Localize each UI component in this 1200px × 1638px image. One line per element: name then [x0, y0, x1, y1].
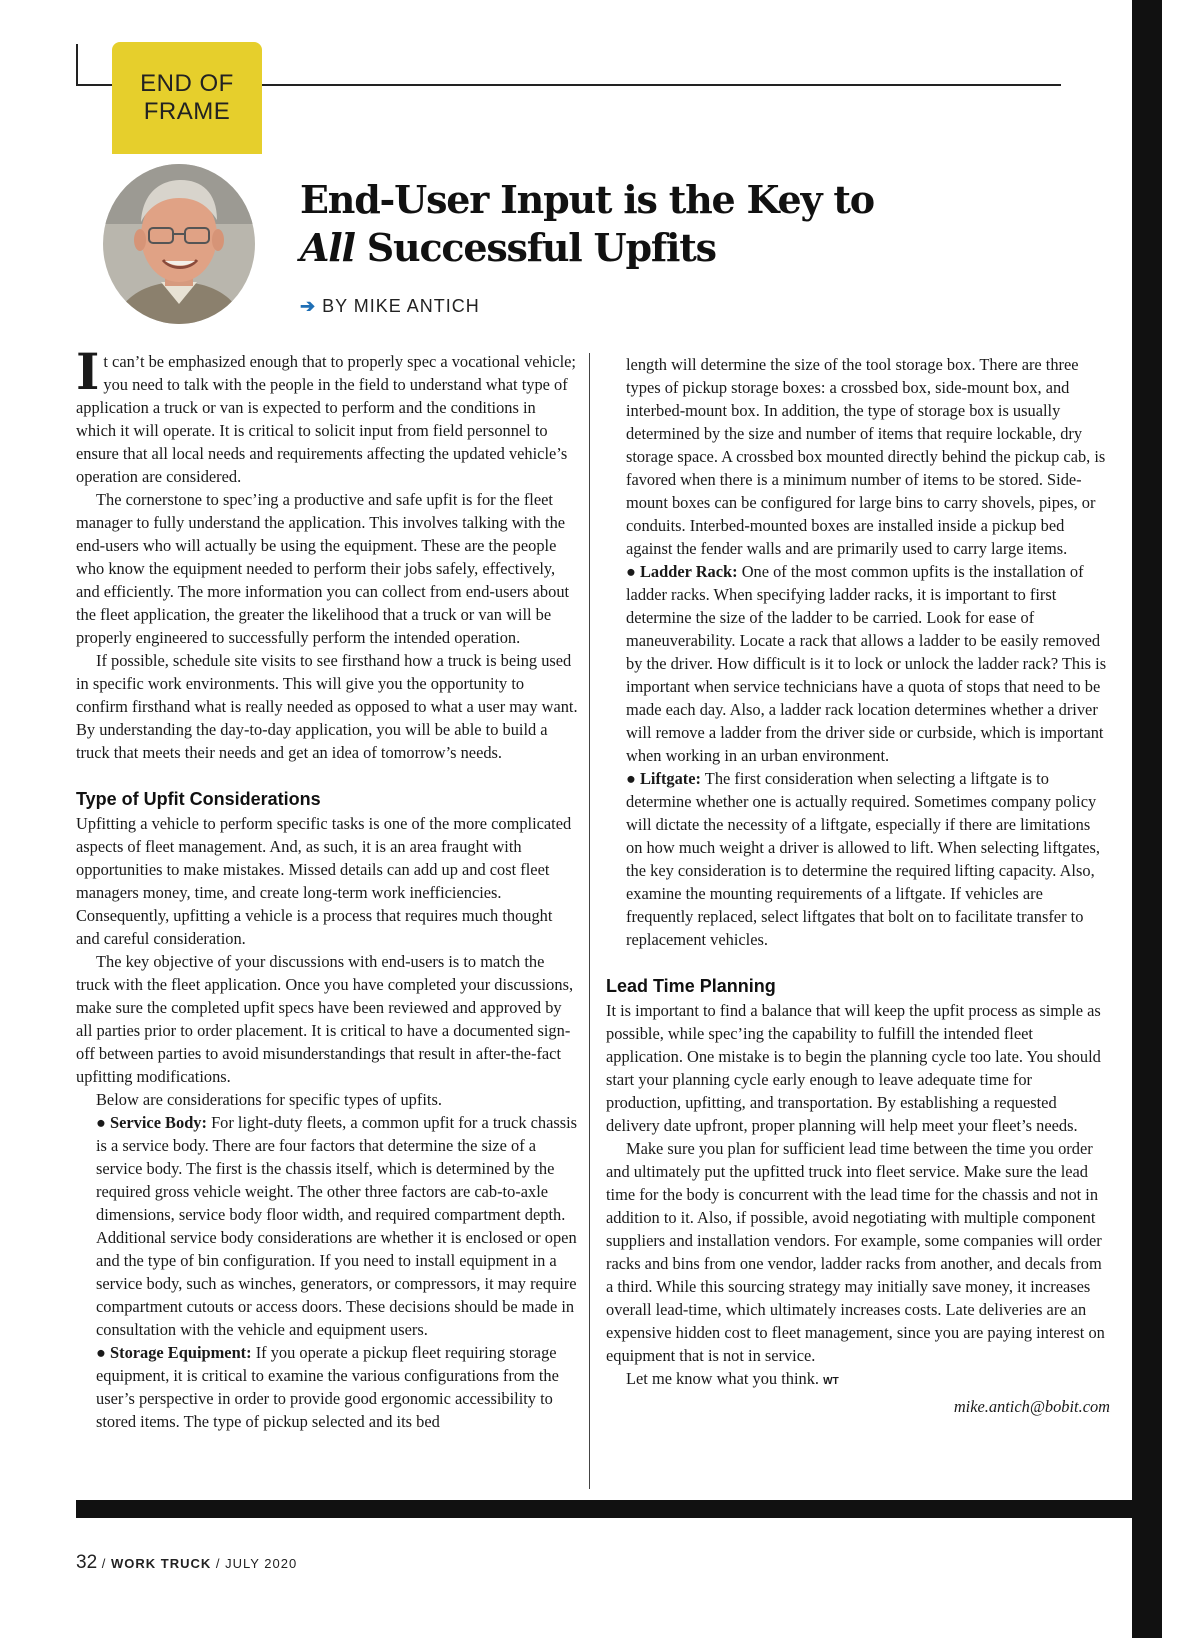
- bullet-label: Service Body:: [110, 1113, 207, 1132]
- footer-sep: /: [211, 1556, 226, 1571]
- drop-cap: I: [76, 342, 100, 401]
- bullet-label: Ladder Rack:: [640, 562, 738, 581]
- paragraph: Make sure you plan for sufficient lead time between the time you order and ultimately put the upfitted truck into fleet service. Make sure the lead time for the body is concurrent with the lead time for the chassis and not in addition to it. Also, if possible, avoid negotiating with multiple component suppliers and installation vendors. For example, some companies will order racks and bins from one vendor, ladder racks from another, and decals from a third. While this sourcing strategy may initially save money, it increases overall lead-time, which ultimately increases costs. Late deliveries are an expensive hidden cost to fleet management, since you are paying interest on equipment that is not in service.: [606, 1139, 1105, 1365]
- byline: [300, 296, 480, 317]
- bullet-text: One of the most common upfits is the installation of ladder racks. When specifying ladder racks, it is important to first determine the size of the ladder to be carried. Look for ease of maneuverability. Locate a rack that allows a ladder to be easily removed by the driver. How difficult is it to lock or unlock the ladder rack? This is important when service technicians have a quota of stops that need to be made each day. Also, a ladder rack location determines whether a driver will remove a ladder from the driver side or curbside, which is important when working in an urban environment.: [626, 562, 1107, 765]
- section-tag-line1: END OF: [140, 70, 234, 97]
- paragraph: Below are considerations for specific types of upfits.: [96, 1090, 442, 1109]
- footer-sep: /: [97, 1556, 111, 1571]
- page-number: 32: [76, 1552, 98, 1573]
- subheading-upfit: Type of Upfit Considerations: [76, 789, 321, 809]
- article-column-right: [606, 353, 1110, 1418]
- paragraph: Upfitting a vehicle to perform specific tasks is one of the more complicated aspects of fleet management. And, as such, it is an area fraught with opportunities to make mistakes. Missed details can add up and cost fleet managers money, time, and create long-term work inefficiencies. Consequently, upfitting a vehicle is a process that requires much thought and careful consideration.: [76, 814, 572, 948]
- bullet-storage-equipment: [96, 1341, 578, 1433]
- bullet-text: For light-duty fleets, a common upfit for a truck chassis is a service body. There are four factors that determine the size of a service body. The first is the chassis itself, which is determined by the required gross vehicle weight. The other three factors are cab-to-axle dimensions, service body floor width, and required compartment depth. Additional service body considerations are whether it is enclosed or open and the type of bin configuration. If you need to install equipment in a service body, such as winches, generators, or compressors, it may require compartment cutouts or access doors. These decisions should be made in consultation with the vehicle and equipment users.: [96, 1113, 578, 1339]
- bullet-text: If you operate a pickup fleet requiring storage equipment, it is critical to examine the various configurations from the user’s perspective in order to provide good ergonomic accessibility to stored items. The type of pickup selected and its bed: [96, 1343, 559, 1431]
- magazine-name: WORK TRUCK: [110, 1556, 212, 1571]
- headline-line1: End-User Input is the Key to: [300, 177, 874, 222]
- paragraph-intro-text: t can’t be emphasized enough that to properly spec a vocational vehicle; you need to talk with the people in the field to understand what type of application a truck or van is expected to perform and the conditions in which it will operate. It is critical to solicit input from field personnel to ensure that all local needs and requirements affecting the updated vehicle’s operation are considered.: [76, 352, 576, 486]
- section-tag-line2: FRAME: [143, 98, 231, 125]
- author-email[interactable]: mike.antich@bobit.com: [953, 1397, 1110, 1416]
- bullet-liftgate: [626, 767, 1110, 951]
- arrow-right-icon: ➔: [300, 296, 317, 316]
- end-mark: WT: [823, 1376, 839, 1387]
- headline-italic-word: All: [300, 225, 355, 270]
- headline-line2: Successful Upfits: [354, 225, 716, 270]
- article-column-left: [76, 342, 578, 1433]
- issue-date: JULY 2020: [225, 1556, 298, 1571]
- bullet-label: Liftgate:: [640, 769, 701, 788]
- column-divider: [589, 353, 590, 1489]
- page-footer: [76, 1552, 297, 1574]
- paragraph: The key objective of your discussions with end-users is to match the truck with the fleet application. Once you have completed your discussions, make sure the completed upfit specs have been reviewed and approved by all parties prior to order placement. It is critical to have a documented sign-off between parties to avoid misunderstandings that result in after-the-fact upfitting modifications.: [76, 952, 574, 1086]
- paragraph: The cornerstone to spec’ing a productive and safe upfit is for the fleet manager to fully understand the application. This involves talking with the end-users who will actually be using the equipment. These are the people who know the equipment needed to perform their jobs safely, effectively, and efficiently. The more information you can collect from end-users about the fleet application, the greater the likelihood that a truck or van will be properly engineered to successfully perform the intended operation.: [76, 490, 570, 647]
- bullet-service-body: [96, 1111, 578, 1341]
- bullet-icon: ●: [96, 1343, 110, 1362]
- paragraph: If possible, schedule site visits to see firsthand how a truck is being used in specific work environments. This will give you the opportunity to confirm firsthand what is really needed as opposed to what a user may want. By understanding the day-to-day application, you will be able to build a truck that meets their needs and get an idea of tomorrow’s needs.: [76, 651, 578, 762]
- bullet-icon: ●: [626, 562, 640, 581]
- bullet-icon: ●: [626, 769, 640, 788]
- subheading-lead-time: Lead Time Planning: [606, 976, 776, 996]
- paragraph-continued: length will determine the size of the tool storage box. There are three types of pickup storage boxes: a crossbed box, side-mount box, and interbed-mount box. In addition, the type of storage box is usually determined by the size and number of items that require lockable, dry storage space. A crossbed box mounted directly behind the pickup cab, is favored when there is a minimum number of items to be stored. Side-mount boxes can be configured for large bins to carry shovels, pipes, or conduits. Interbed-mounted boxes are installed inside a pickup bed against the fender walls and are primarily used to carry large items.: [626, 355, 1106, 558]
- closing-text: Let me know what you think.: [626, 1369, 820, 1388]
- byline-text: BY MIKE ANTICH: [322, 296, 480, 316]
- author-photo: [103, 164, 255, 324]
- bullet-text: The first consideration when selecting a liftgate is to determine whether one is actually required. Sometimes company policy will dictate the necessity of a liftgate, especially if there are limitations on how much weight a driver is allowed to lift. When selecting liftgates, the key consideration is to determine the required lifting capacity. Also, examine the mounting requirements of a liftgate. If vehicles are frequently replaced, select liftgates that bolt on to facilitate transfer to replacement vehicles.: [626, 769, 1100, 949]
- header-rule-vertical: [76, 44, 78, 86]
- bullet-icon: ●: [96, 1113, 110, 1132]
- footer-bar: [76, 1500, 1132, 1518]
- paragraph-intro: [76, 342, 578, 488]
- bullet-label: Storage Equipment:: [110, 1343, 252, 1362]
- paragraph-closing: [606, 1367, 1110, 1393]
- paragraph: It is important to find a balance that will keep the upfit process as simple as possible, while spec’ing the capability to fulfill the intended fleet application. One mistake is to begin the planning cycle too late. You should start your planning cycle early enough to leave adequate time for production, upfitting, and transportation. By establishing a requested delivery date upfront, proper planning will help meet your fleet’s needs.: [606, 1001, 1101, 1135]
- article-headline: [300, 176, 1060, 272]
- bullet-ladder-rack: [626, 560, 1110, 767]
- section-tag: [112, 42, 262, 154]
- page-edge-bar: [1132, 0, 1162, 1638]
